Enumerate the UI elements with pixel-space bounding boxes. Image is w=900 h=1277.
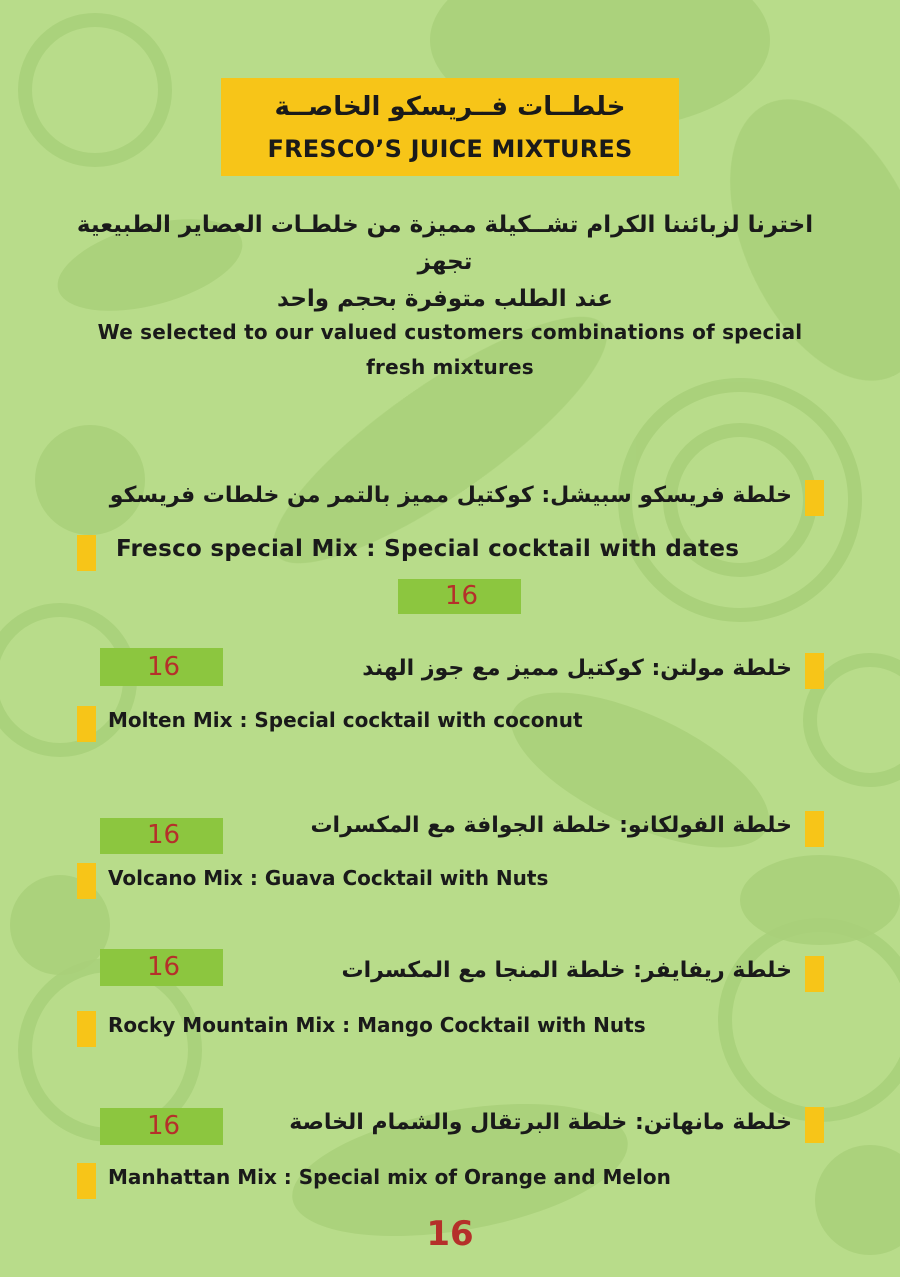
price-box [100, 1108, 223, 1145]
price-value: 16 [147, 1111, 181, 1141]
price-value: 16 [147, 952, 181, 982]
title-arabic: خلطــات فــريسكو الخاصــة [274, 92, 626, 122]
bullet-marker [77, 863, 96, 899]
price-value: 16 [147, 820, 181, 850]
item-name-arabic: خلطة مولتن: كوكتيل مميز مع جوز الهند [362, 656, 792, 681]
item-name-arabic: خلطة ريفايفر: خلطة المنجا مع المكسرات [341, 958, 792, 983]
item-name-arabic: خلطة فريسكو سبيشل: كوكتيل مميز بالتمر من خلطات فريسكو [109, 483, 792, 508]
item-name-english: Rocky Mountain Mix : Mango Cocktail with Nuts [108, 1013, 646, 1037]
price-box [100, 648, 223, 686]
item-name-arabic: خلطة مانهاتن: خلطة البرتقال والشمام الخاصة [289, 1110, 792, 1135]
intro-english-line2: fresh mixtures [366, 355, 534, 379]
price-value: 16 [147, 652, 181, 682]
price-box [398, 579, 521, 614]
intro-english-line1: We selected to our valued customers combinations of special [97, 320, 803, 344]
bullet-marker [77, 1163, 96, 1199]
page-number: 16 [426, 1214, 474, 1254]
bullet-marker [805, 1107, 824, 1143]
price-box [100, 949, 223, 986]
item-name-english: Manhattan Mix : Special mix of Orange and Melon [108, 1165, 671, 1189]
intro-arabic [70, 207, 820, 318]
bullet-marker [805, 811, 824, 847]
intro-english [80, 315, 820, 385]
title-english: FRESCO’S JUICE MIXTURES [267, 135, 633, 163]
bullet-marker [805, 956, 824, 992]
bullet-marker [805, 480, 824, 516]
item-name-english: Fresco special Mix : Special cocktail with dates [116, 536, 740, 562]
price-box [100, 818, 223, 854]
item-name-arabic: خلطة الفولكانو: خلطة الجوافة مع المكسرات [310, 813, 792, 838]
bullet-marker [77, 535, 96, 571]
bullet-marker [805, 653, 824, 689]
bullet-marker [77, 706, 96, 742]
bullet-marker [77, 1011, 96, 1047]
title-banner [221, 78, 679, 176]
item-name-english: Volcano Mix : Guava Cocktail with Nuts [108, 866, 549, 890]
intro-arabic-line1: اخترنا لزبائننا الكرام تشــكيلة مميزة من خلطـات العصاير الطبيعية تجهز [76, 212, 814, 275]
item-name-english: Molten Mix : Special cocktail with coconut [108, 708, 583, 732]
intro-arabic-line2: عند الطلب متوفرة بحجم واحد [277, 286, 613, 312]
price-value: 16 [445, 581, 479, 611]
